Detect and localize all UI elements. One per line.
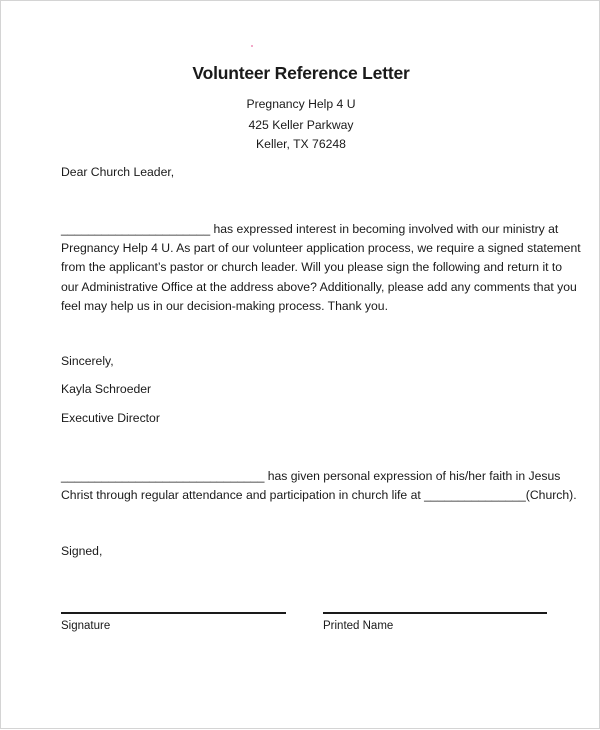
statement-line: Christ through regular attendance and participation in church life at _______________(Church). [61,488,577,503]
body-line: ______________________ has expressed interest in becoming involved with our ministry at [61,222,559,236]
printed-name-label: Printed Name [323,620,394,632]
address-line-city: Keller, TX 76248 [256,137,346,151]
body-line: from the applicant’s pastor or church leader. Will you please sign the following and return it to [61,260,563,275]
signer-name: Kayla Schroeder [61,382,152,396]
signature-line[interactable] [61,612,286,614]
statement-line: ______________________________ has given personal expression of his/her faith in Jesus [61,469,561,483]
body-paragraph [61,220,581,316]
signer-title: Executive Director [61,411,160,425]
body-line: our Administrative Office at the address above? Additionally, please add any comments that you [61,279,577,294]
closing: Sincerely, [61,354,114,368]
address-line-street: 425 Keller Parkway [248,118,354,132]
salutation: Dear Church Leader, [61,165,175,179]
body-line: feel may help us in our decision-making process. Thank you. [61,298,388,313]
signed-label: Signed, [61,544,103,558]
printed-name-line[interactable] [323,612,547,614]
signature-label: Signature [61,620,111,632]
document-title: Volunteer Reference Letter [192,63,410,83]
body-line: Pregnancy Help 4 U. As part of our volunteer application process, we require a signed statement [61,241,581,256]
faith-statement [61,467,577,505]
stray-mark [251,45,253,47]
address-line-org: Pregnancy Help 4 U [246,97,356,111]
